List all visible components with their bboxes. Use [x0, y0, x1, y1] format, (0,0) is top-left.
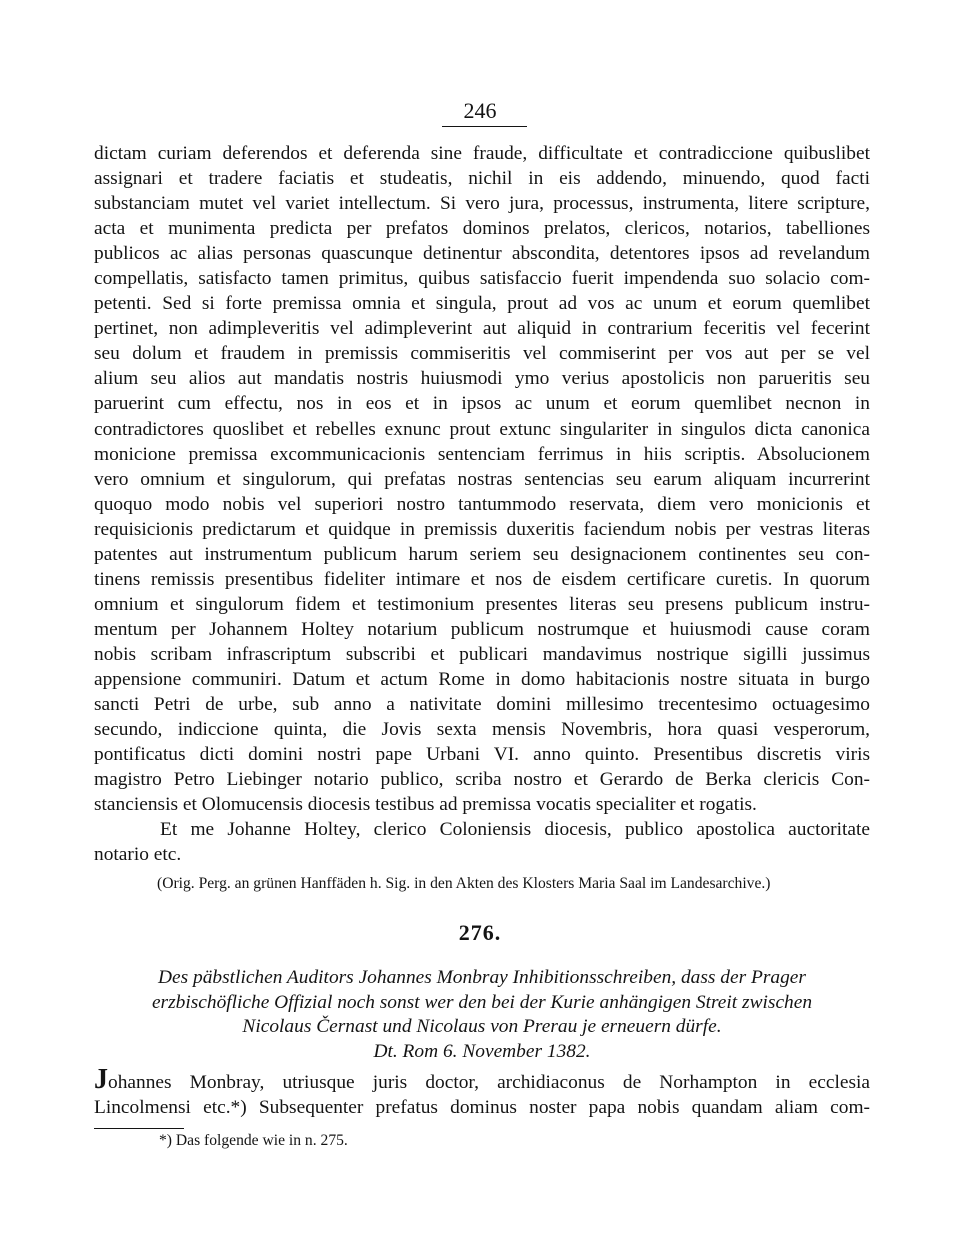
footnote-rule [94, 1128, 184, 1129]
text-line: publicos ac alias personas quascunque detinentur abscondita, detentores ipsos ad revelandum [94, 243, 870, 265]
text-line: paruerint cum effectu, nos in eos et in ipsos ac unum et eorum quemlibet necnon in [94, 393, 870, 415]
page-number: 246 [463, 98, 497, 123]
text-line: petenti. Sed si forte premissa omnia et singula, prout ad vos ac unum et eorum quemlibet [94, 293, 870, 315]
text-line: Lincolmensi etc.*) Subsequenter prefatus dominus noster papa nobis quandam aliam com- [94, 1097, 870, 1118]
regest-heading [94, 966, 870, 1065]
text-line: mentum per Johannem Holtey notarium publicum nostrumque et huiusmodi cause coram [94, 618, 870, 640]
notary-line: notario etc. [94, 844, 182, 866]
text-line: nobis scribam infrascriptum subscribi et publicari mandavimus nostrique sigilli jussimus [94, 643, 870, 665]
text-line: monicione premissa excommunicacionis sentenciam ferrimus in hiis scriptis. Absolucionem [94, 443, 870, 465]
text-line: acta et munimenta predicta per prefatos dominos prelatos, clericos, notarios, tabelliones [94, 218, 870, 240]
text-line: pontificatus dicti domini nostri pape Urbani VI. anno quinto. Presentibus discretis viris [94, 744, 870, 766]
text-line: stanciensis et Olomucensis diocesis testibus ad premissa vocatis specialiter et rogatis. [94, 794, 757, 816]
text-line: assignari et tradere faciatis et studeatis, nichil in eis addendo, minuendo, quod facti [94, 168, 870, 190]
notary-line: Et me Johanne Holtey, clerico Coloniensis diocesis, publico apostolica auctoritate [160, 819, 870, 841]
document-text [94, 1064, 870, 1120]
text-line: dictam curiam deferendos et deferenda sine fraude, difficultate et contradiccione quibuslibet [94, 143, 870, 164]
text-line-rest: ohannes Monbray, utriusque juris doctor, archidiaconus de Norhampton in ecclesia [108, 1072, 870, 1093]
regest-line: Des päbstlichen Auditors Johannes Monbray Inhibitionsschreiben, dass der Prager [158, 967, 806, 988]
text-line: alium seu alios aut mandatis nostris huiusmodi ymo verius apostolicis non parueritis seu [94, 368, 870, 390]
regest-date: Dt. Rom 6. November 1382. [373, 1041, 591, 1063]
page-number-rule [442, 126, 527, 127]
text-line: appensione communiri. Datum et actum Rome in domo habitacionis nostre situata in burgo [94, 668, 870, 690]
text-line: patentes aut instrumentum publicum harum seriem seu designacionem continentes seu con- [94, 543, 870, 565]
regest-line: Nicolaus Černast und Nicolaus von Prerau je erneuern dürfe. [242, 1016, 722, 1038]
text-line: substanciam mutet vel variet intellectum. Si vero jura, processus, instrumenta, litere scripture, [94, 193, 870, 215]
text-line: contradictores quoslibet et rebelles exnunc prout extunc singulariter in singulos dicta canonica [94, 418, 870, 440]
text-line: omnium et singulorum fidem et testimonium presentes literas seu presens publicum instru- [94, 593, 870, 615]
text-line: pertinet, non adimpleveritis vel adimpleverint aut aliquid in contrarium feceritis vel fecerint [94, 318, 870, 340]
text-line: seu dolum et fraudem in premissis commiseritis vel commiserint per vos aut per se vel [94, 343, 870, 365]
footnote: *) Das folgende wie in n. 275. [159, 1132, 348, 1149]
text-line: requisicionis predictarum et quidque in premissis duxeritis faciendum nobis per vestras literas [94, 518, 870, 540]
document-number: 276. [458, 920, 502, 945]
text-line: vero omnium et singulorum, qui prefatas nostras sentencias seu earum aliquam incurrerint [94, 468, 870, 490]
text-line: compellatis, satisfacto tamen primitus, quibus satisfaccio fuerit impendenda suo solacio com- [94, 268, 870, 290]
source-note: (Orig. Perg. an grünen Hanffäden h. Sig. in den Akten des Klosters Maria Saal im Landesarchive.) [157, 875, 771, 892]
text-line: magistro Petro Liebinger notario publico, scriba nostro et Gerardo de Berka clericis Con- [94, 769, 870, 791]
text-line: secundo, indiccione quinta, die Jovis sexta mensis Novembris, hora quasi vesperorum, [94, 719, 870, 741]
regest-line: erzbischöfliche Offizial noch sonst wer den bei der Kurie anhängigen Streit zwischen [151, 991, 813, 1013]
text-line: sancti Petri de urbe, sub anno a nativitate domini millesimo trecentesimo octuagesimo [94, 694, 870, 716]
text-line: tinens remissis presentibus fideliter intimare et nos de eisdem certificare curetis. In quorum [94, 568, 870, 590]
body-text [94, 141, 870, 867]
text-line: quoquo modo nobis vel superiori nostro tantummodo reservata, diem vero monicionis et [94, 493, 870, 515]
drop-cap: J [94, 1064, 108, 1095]
text-line [94, 1064, 870, 1095]
